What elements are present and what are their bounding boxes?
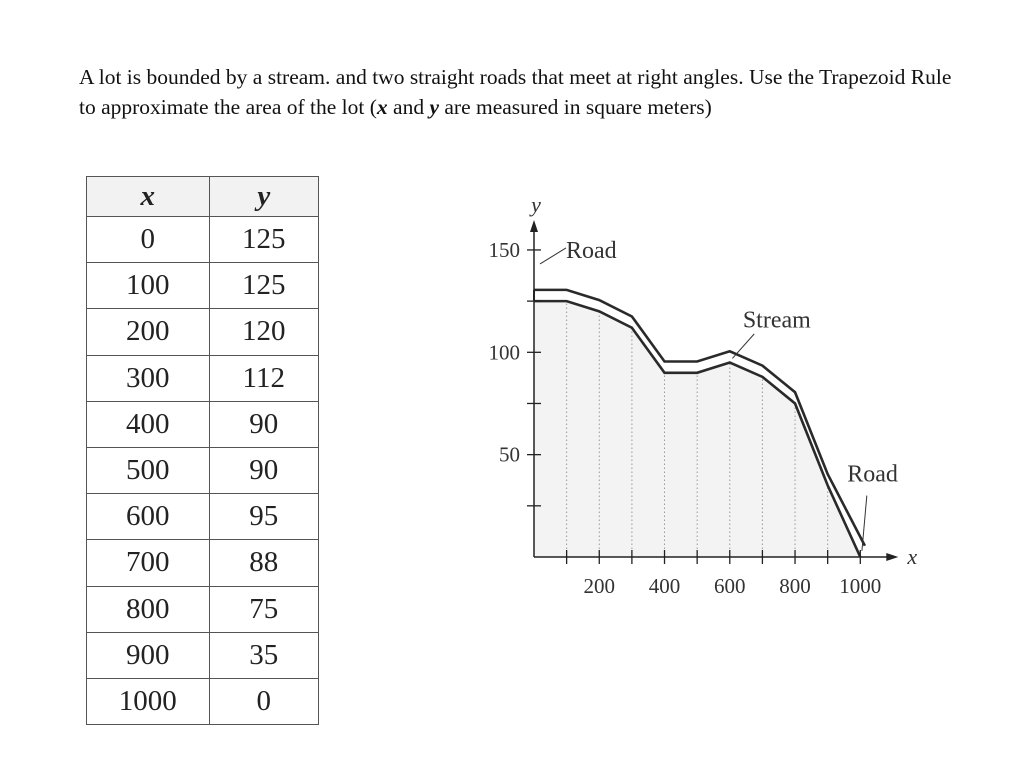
- cell-y: 120: [209, 309, 319, 355]
- table-row: [87, 540, 319, 586]
- lot-area-fill: [534, 301, 860, 557]
- x-tick-label: 400: [648, 574, 681, 598]
- road-top-leader: [540, 248, 566, 264]
- cell-x: 900: [87, 632, 210, 678]
- cell-y: 35: [209, 632, 319, 678]
- cell-x: 600: [87, 494, 210, 540]
- road-top-label: Road: [566, 237, 617, 264]
- y-axis-name: y: [531, 191, 541, 217]
- header-x: x: [87, 177, 210, 217]
- table-row: [87, 263, 319, 309]
- problem-text-2: are measured in square meters): [439, 94, 712, 119]
- table-row: [87, 632, 319, 678]
- stream-label: Stream: [742, 307, 811, 334]
- header-y: y: [209, 177, 319, 217]
- cell-x: 800: [87, 586, 210, 632]
- table-row: [87, 494, 319, 540]
- variable-y: y: [429, 94, 439, 119]
- x-axis-arrow: [886, 553, 898, 561]
- table-header-row: [87, 177, 319, 217]
- cell-y: 0: [209, 678, 319, 724]
- cell-x: 300: [87, 355, 210, 401]
- data-table: [86, 176, 319, 725]
- x-tick-label: 600: [714, 574, 746, 598]
- x-tick-label: 1000: [839, 574, 882, 598]
- table-row: [87, 355, 319, 401]
- cell-x: 500: [87, 447, 210, 493]
- table-row: [87, 309, 319, 355]
- table-row: [87, 678, 319, 724]
- x-axis-name: x: [907, 544, 918, 569]
- cell-x: 200: [87, 309, 210, 355]
- variable-x: x: [376, 94, 388, 119]
- table-row: [87, 401, 319, 447]
- y-tick-label: 100: [488, 340, 520, 365]
- y-axis-arrow: [530, 220, 538, 232]
- table-row: [87, 447, 319, 493]
- x-tick-label: 200: [583, 574, 616, 598]
- problem-text-1: A lot is bounded by a stream. and two straight roads that meet at right angles. Use the Trapezoid Rule to approximate the area of the lot (: [79, 64, 952, 119]
- x-tick-label: 800: [779, 574, 811, 598]
- cell-y: 88: [209, 540, 319, 586]
- table-row: [87, 217, 319, 263]
- table-row: [87, 586, 319, 632]
- cell-x: 0: [87, 217, 210, 263]
- road-right-label: Road: [847, 461, 898, 488]
- problem-text-and: and: [387, 94, 430, 119]
- stream-leader: [732, 334, 754, 359]
- cell-x: 400: [87, 401, 210, 447]
- cell-x: 100: [87, 263, 210, 309]
- cell-y: 90: [209, 401, 319, 447]
- y-tick-label: 50: [499, 442, 520, 467]
- cell-x: 1000: [87, 678, 210, 724]
- cell-y: 112: [209, 355, 319, 401]
- problem-statement: [79, 62, 959, 122]
- cell-y: 75: [209, 586, 319, 632]
- y-tick-label: 150: [488, 237, 520, 262]
- cell-y: 90: [209, 447, 319, 493]
- cell-y: 95: [209, 494, 319, 540]
- cell-y: 125: [209, 263, 319, 309]
- cell-y: 125: [209, 217, 319, 263]
- lot-area-chart: [470, 175, 940, 615]
- cell-x: 700: [87, 540, 210, 586]
